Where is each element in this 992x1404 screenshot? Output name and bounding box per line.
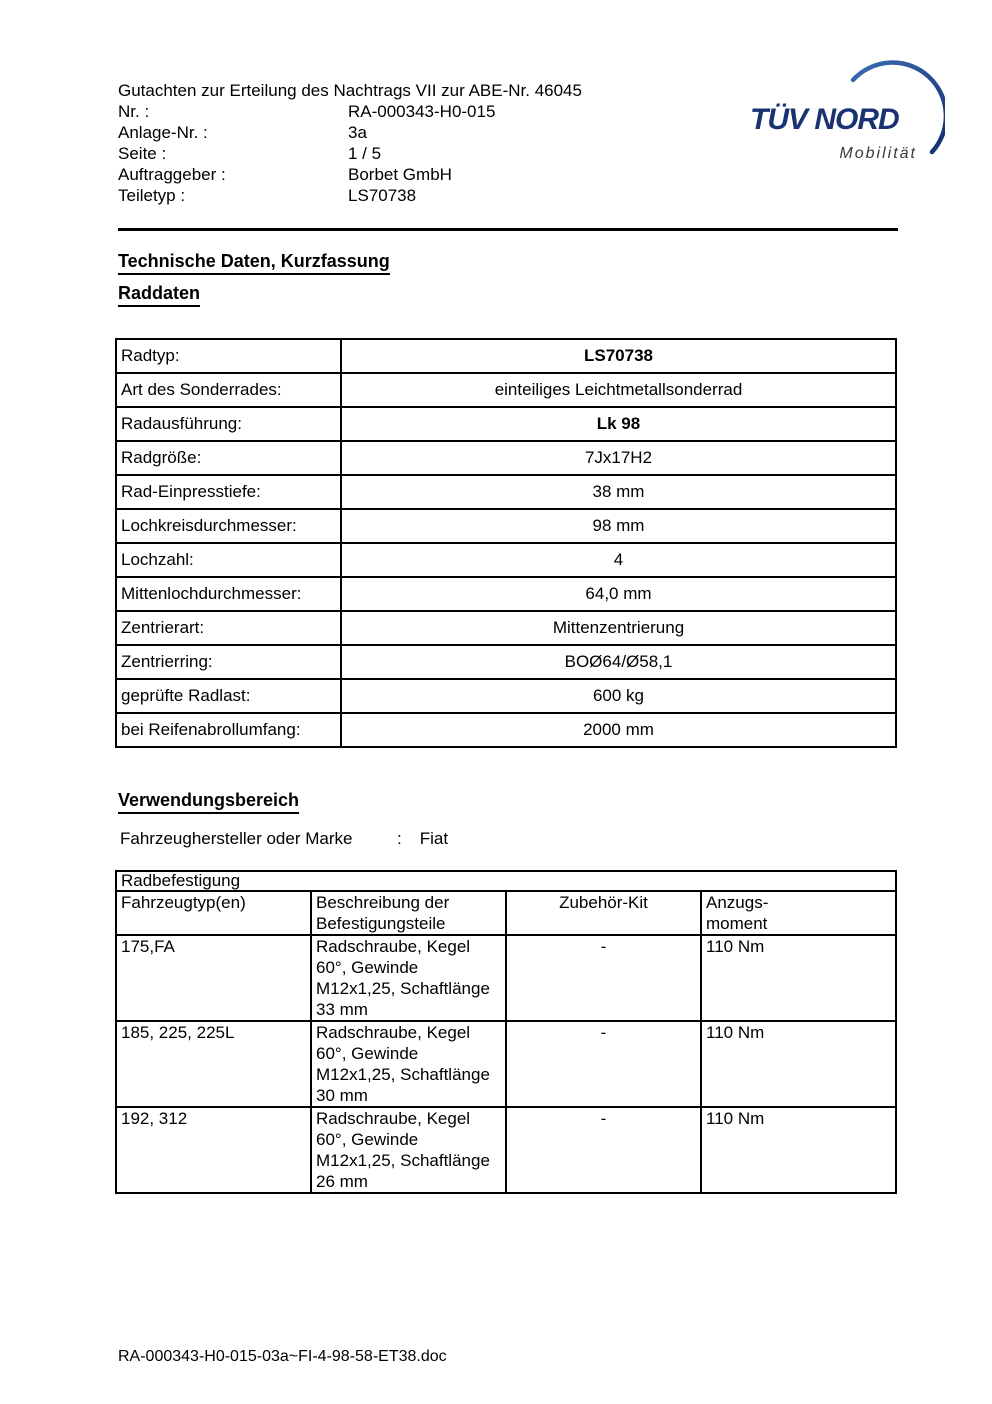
table-row bbox=[116, 679, 896, 713]
row-label: Zentrierring: bbox=[116, 645, 341, 679]
field-label: Auftraggeber : bbox=[118, 165, 226, 184]
cell-zubehoer-kit: - bbox=[506, 1021, 701, 1107]
field-label: Seite : bbox=[118, 144, 167, 163]
table-row bbox=[116, 935, 896, 1021]
cell-beschreibung bbox=[311, 935, 506, 1021]
radbefestigung-table bbox=[115, 870, 897, 1194]
beschreibung-line: Radschraube, Kegel 60°, Gewinde bbox=[316, 937, 471, 977]
beschreibung-line: M12x1,25, Schaftlänge 26 mm bbox=[316, 1151, 490, 1191]
row-label: Radausführung: bbox=[116, 407, 341, 441]
footer-filename: RA-000343-H0-015-03a~FI-4-98-58-ET38.doc bbox=[118, 1348, 447, 1365]
header-field-teiletyp bbox=[118, 185, 582, 206]
row-value: Lk 98 bbox=[341, 407, 896, 441]
table-row bbox=[116, 1021, 896, 1107]
row-value: einteiliges Leichtmetallsonderrad bbox=[341, 373, 896, 407]
field-value: LS70738 bbox=[348, 186, 417, 205]
row-value: 64,0 mm bbox=[341, 577, 896, 611]
table-row bbox=[116, 407, 896, 441]
vehicle-maker-line bbox=[120, 829, 448, 849]
table-row bbox=[116, 543, 896, 577]
section-heading-raddaten bbox=[118, 283, 200, 307]
column-header: Fahrzeugtyp(en) bbox=[116, 891, 311, 935]
table-row bbox=[116, 611, 896, 645]
row-value: LS70738 bbox=[341, 339, 896, 373]
row-label: geprüfte Radlast: bbox=[116, 679, 341, 713]
row-value: 4 bbox=[341, 543, 896, 577]
header-field-auftraggeber bbox=[118, 164, 582, 185]
row-label: Rad-Einpresstiefe: bbox=[116, 475, 341, 509]
row-value: 7Jx17H2 bbox=[341, 441, 896, 475]
row-label: Art des Sonderrades: bbox=[116, 373, 341, 407]
cell-anzugsmoment: 110 Nm bbox=[701, 1107, 896, 1193]
row-label: bei Reifenabrollumfang: bbox=[116, 713, 341, 747]
field-label: Nr. : bbox=[118, 102, 150, 121]
cell-zubehoer-kit: - bbox=[506, 935, 701, 1021]
beschreibung-line: M12x1,25, Schaftlänge 30 mm bbox=[316, 1065, 490, 1105]
vehicle-maker-label: Fahrzeughersteller oder Marke bbox=[120, 829, 353, 848]
section-heading-verwendungsbereich bbox=[118, 790, 299, 814]
heading-text: Technische Daten, Kurzfassung bbox=[118, 251, 390, 275]
row-value: 2000 mm bbox=[341, 713, 896, 747]
beschreibung-line: Radschraube, Kegel 60°, Gewinde bbox=[316, 1109, 471, 1149]
column-header: Zubehör-Kit bbox=[506, 891, 701, 935]
header-divider-rule bbox=[118, 228, 898, 231]
beschreibung-line: Radschraube, Kegel 60°, Gewinde bbox=[316, 1023, 471, 1063]
table-caption: Radbefestigung bbox=[116, 871, 896, 891]
row-value: 98 mm bbox=[341, 509, 896, 543]
row-label: Radtyp: bbox=[116, 339, 341, 373]
column-header: Beschreibung der Befestigungsteile bbox=[311, 891, 506, 935]
header-field-nr bbox=[118, 101, 582, 122]
cell-zubehoer-kit: - bbox=[506, 1107, 701, 1193]
table-row bbox=[116, 713, 896, 747]
table-caption-row bbox=[116, 871, 896, 891]
vehicle-maker-colon: : bbox=[397, 829, 402, 848]
heading-text: Verwendungsbereich bbox=[118, 790, 299, 814]
row-value: BOØ64/Ø58,1 bbox=[341, 645, 896, 679]
cell-beschreibung bbox=[311, 1021, 506, 1107]
table-row bbox=[116, 509, 896, 543]
table-row bbox=[116, 339, 896, 373]
section-heading-technische-daten bbox=[118, 251, 390, 275]
column-header-line: moment bbox=[706, 914, 768, 933]
vehicle-maker-value: Fiat bbox=[419, 829, 449, 848]
document-header bbox=[118, 80, 582, 206]
row-label: Lochzahl: bbox=[116, 543, 341, 577]
field-label: Teiletyp : bbox=[118, 186, 186, 205]
column-header-line: Anzugs- bbox=[706, 893, 769, 912]
cell-fahrzeugtyp: 192, 312 bbox=[116, 1107, 311, 1193]
cell-anzugsmoment: 110 Nm bbox=[701, 1021, 896, 1107]
table-row bbox=[116, 441, 896, 475]
table-row bbox=[116, 373, 896, 407]
cell-fahrzeugtyp: 175,FA bbox=[116, 935, 311, 1021]
row-label: Radgröße: bbox=[116, 441, 341, 475]
beschreibung-line: M12x1,25, Schaftlänge 33 mm bbox=[316, 979, 490, 1019]
row-value: 600 kg bbox=[341, 679, 896, 713]
field-value: 1 / 5 bbox=[348, 144, 382, 163]
row-value: 38 mm bbox=[341, 475, 896, 509]
row-label: Mittenlochdurchmesser: bbox=[116, 577, 341, 611]
heading-text: Raddaten bbox=[118, 283, 200, 307]
table-header-row bbox=[116, 891, 896, 935]
field-value: 3a bbox=[348, 123, 367, 142]
table-row bbox=[116, 645, 896, 679]
logo-tagline-text: Mobilität bbox=[839, 145, 917, 162]
raddaten-table bbox=[115, 338, 897, 748]
row-label: Lochkreisdurchmesser: bbox=[116, 509, 341, 543]
table-row bbox=[116, 1107, 896, 1193]
field-label: Anlage-Nr. : bbox=[118, 123, 208, 142]
row-label: Zentrierart: bbox=[116, 611, 341, 645]
cell-anzugsmoment: 110 Nm bbox=[701, 935, 896, 1021]
table-row bbox=[116, 577, 896, 611]
header-field-anlage bbox=[118, 122, 582, 143]
table-row bbox=[116, 475, 896, 509]
tuev-nord-logo bbox=[740, 45, 950, 180]
doc-title: Gutachten zur Erteilung des Nachtrags VII zur ABE-Nr. 46045 bbox=[118, 81, 582, 100]
logo-brand-text: TÜV NORD bbox=[750, 103, 899, 136]
field-value: RA-000343-H0-015 bbox=[348, 102, 496, 121]
cell-fahrzeugtyp: 185, 225, 225L bbox=[116, 1021, 311, 1107]
header-field-seite bbox=[118, 143, 582, 164]
cell-beschreibung bbox=[311, 1107, 506, 1193]
column-header bbox=[701, 891, 896, 935]
field-value: Borbet GmbH bbox=[348, 165, 452, 184]
row-value: Mittenzentrierung bbox=[341, 611, 896, 645]
